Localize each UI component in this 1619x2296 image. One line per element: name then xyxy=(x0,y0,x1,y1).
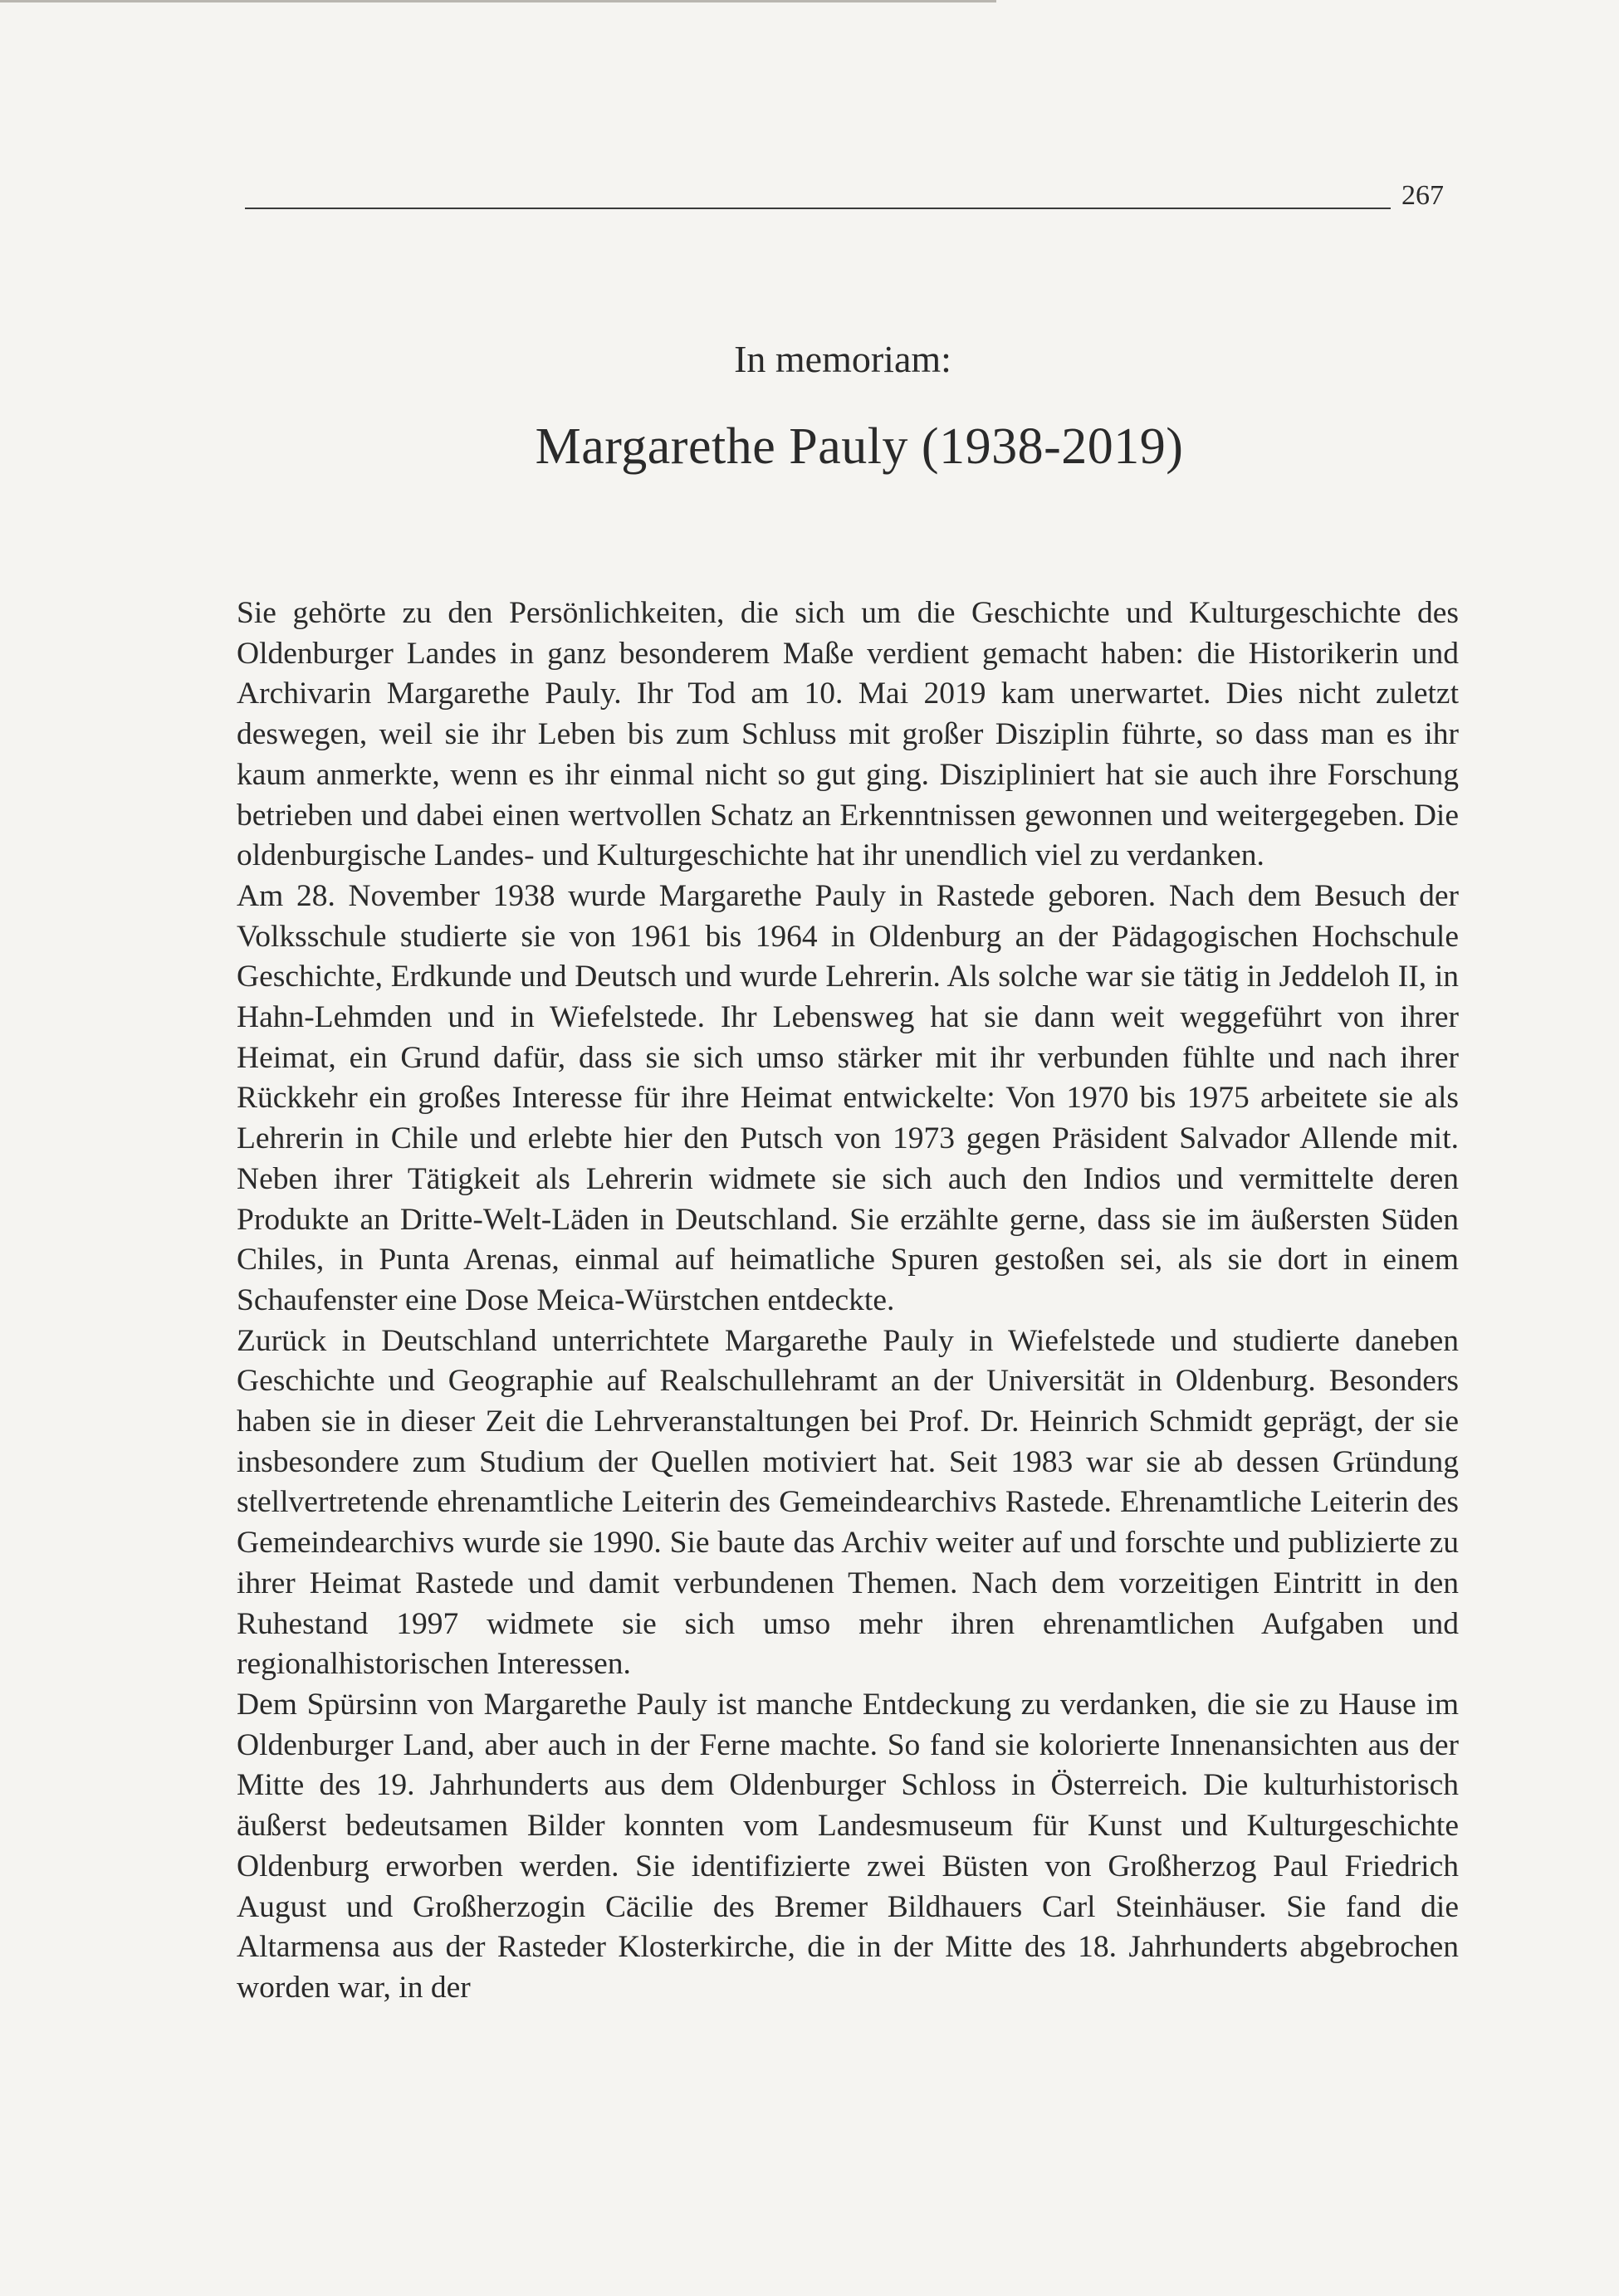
article-title: Margarethe Pauly (1938-2019) xyxy=(535,418,1184,475)
paragraph: Dem Spürsinn von Margarethe Pauly ist manche Entdeckung zu verdanken, die sie zu Hause im Oldenburger Land, aber auch in der Ferne machte. So fand sie kolorierte Innenansichten aus der Mitte des 19. Jahrhunderts aus dem Oldenburger Schloss in Österreich. Die kulturhistorisch äußerst bedeutsamen Bilder konnten vom Landesmuseum für Kunst und Kulturgeschichte Oldenburg erworben werden. Sie identifizierte zwei Büsten von Großherzog Paul Friedrich August und Großherzogin Cäcilie des Bremer Bildhauers Carl Steinhäuser. Sie fand die Altarmensa aus der Rasteder Klosterkirche, die in der Mitte des 18. Jahrhunderts abgebrochen worden war, in der xyxy=(237,1687,1459,2005)
paragraph: Sie gehörte zu den Persönlichkeiten, die sich um die Geschichte und Kulturgeschichte des Oldenburger Landes in ganz besonderem Maße verdient gemacht haben: die Historikerin und Archivarin Margarethe Pauly. Ihr Tod am 10. Mai 2019 kam unerwartet. Dies nicht zuletzt deswegen, weil sie ihr Leben bis zum Schluss mit großer Disziplin führte, so dass man es ihr kaum anmerkte, wenn es ihr einmal nicht so gut ging. Diszipliniert hat sie auch ihre Forschung betrieben und dabei einen wertvollen Schatz an Erkenntnissen gewonnen und weitergegeben. Die oldenburgische Landes- und Kulturgeschichte hat ihr unendlich viel zu verdanken. xyxy=(237,596,1459,873)
article-body xyxy=(237,594,1459,2009)
paragraph: Zurück in Deutschland unterrichtete Margarethe Pauly in Wiefelstede und studierte daneben Geschichte und Geographie auf Realschullehramt an der Universität in Oldenburg. Besonders haben sie in dieser Zeit die Lehrveranstaltungen bei Prof. Dr. Heinrich Schmidt geprägt, der sie insbesondere zum Studium der Quellen motiviert hat. Seit 1983 war sie ab dessen Gründung stellvertretende ehrenamtliche Leiterin des Gemeindearchivs Rastede. Ehrenamtliche Leiterin des Gemeindearchivs wurde sie 1990. Sie baute das Archiv weiter auf und forschte und publizierte zu ihrer Heimat Rastede und damit verbundenen Themen. Nach dem vorzeitigen Eintritt in den Ruhestand 1997 widmete sie sich umso mehr ihren ehrenamtlichen Aufgaben und regionalhistorischen Interessen. xyxy=(237,1323,1459,1682)
page-number: 267 xyxy=(1401,180,1444,211)
paragraph: Am 28. November 1938 wurde Margarethe Pauly in Rastede geboren. Nach dem Besuch der Volksschule studierte sie von 1961 bis 1964 in Oldenburg an der Pädagogischen Hochschule Geschichte, Erdkunde und Deutsch und wurde Lehrerin. Als solche war sie tätig in Jeddeloh II, in Hahn-Lehmden und in Wiefelstede. Ihr Lebensweg hat sie dann weit weggeführt von ihrer Heimat, ein Grund dafür, dass sie sich umso stärker mit ihr verbunden fühlte und nach ihrer Rückkehr ein großes Interesse für ihre Heimat entwickelte: Von 1970 bis 1975 arbeitete sie als Lehrerin in Chile und erlebte hier den Putsch von 1973 gegen Präsident Salvador Allende mit. Neben ihrer Tätigkeit als Lehrerin widmete sie sich auch den Indios und vermittelte deren Produkte an Dritte-Welt-Läden in Deutschland. Sie erzählte gerne, dass sie im äußersten Süden Chiles, in Punta Arenas, einmal auf heimatliche Spuren gestoßen sei, als sie dort in einem Schaufenster eine Dose Meica-Würstchen entdeckte. xyxy=(237,878,1459,1317)
article-kicker: In memoriam: xyxy=(734,338,951,380)
scan-edge xyxy=(0,0,996,2)
header-rule xyxy=(245,208,1391,209)
